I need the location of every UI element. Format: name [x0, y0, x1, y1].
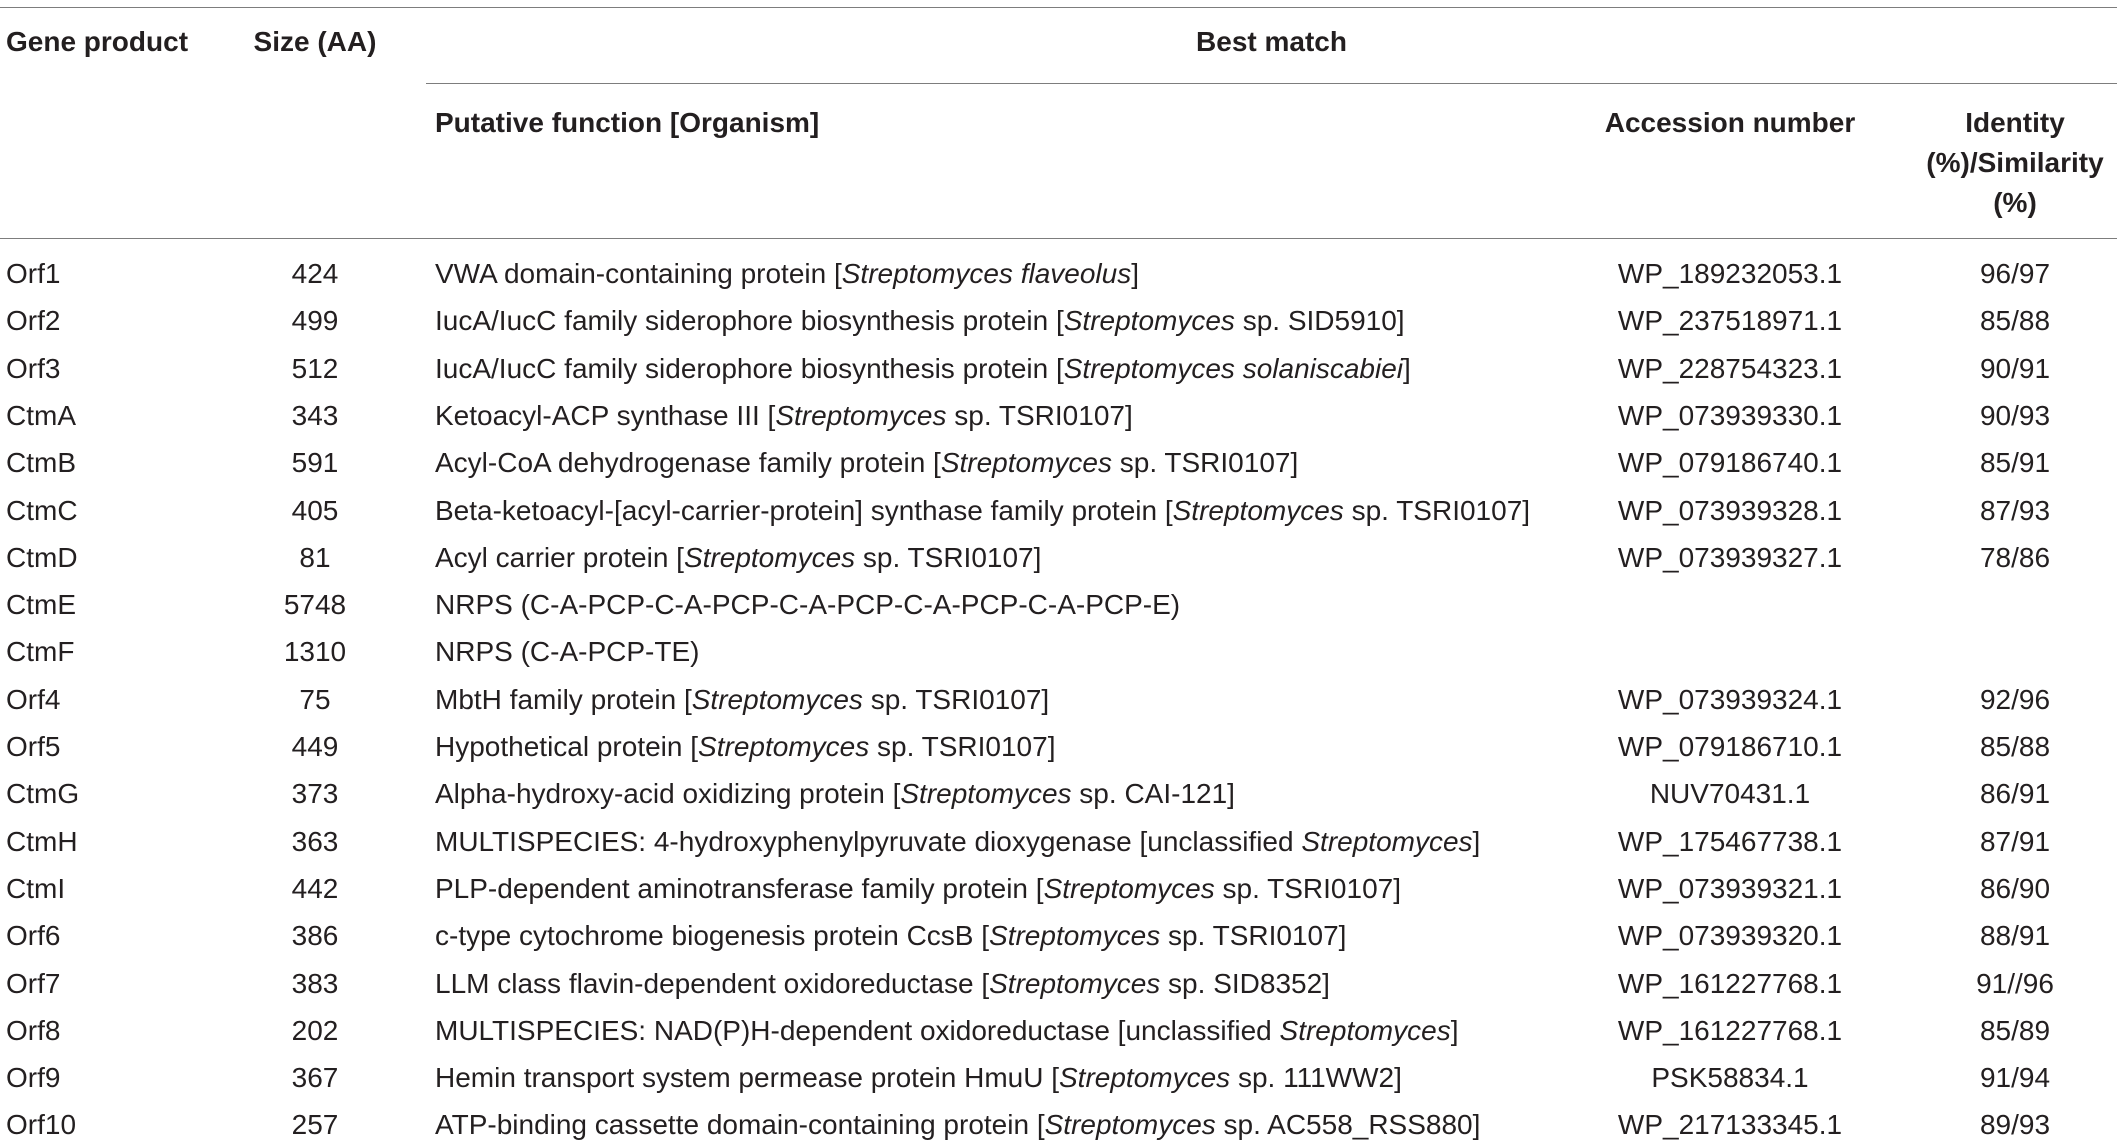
accession-cell: WP_161227768.1: [1617, 1014, 1843, 1046]
identity-cell: 86/90: [1979, 872, 2051, 904]
gene-product-cell: Orf2: [6, 305, 61, 337]
identity-cell: 89/93: [1979, 1109, 2051, 1141]
header-identity-line3: (%): [1993, 187, 2037, 218]
header-size: Size (AA): [253, 26, 377, 57]
organism-name: Streptomyces: [1043, 872, 1215, 904]
function-cell: [435, 770, 1235, 817]
gene-product-cell: Orf6: [6, 920, 61, 952]
size-cell: 5748: [283, 589, 347, 621]
function-text: sp. SID8352]: [1160, 967, 1330, 999]
size-cell: 442: [291, 872, 339, 904]
identity-cell: 85/91: [1979, 447, 2051, 479]
accession-cell: WP_217133345.1: [1617, 1109, 1843, 1141]
accession-cell: WP_073939327.1: [1617, 541, 1843, 573]
function-text: sp. SID5910]: [1234, 305, 1405, 337]
function-cell: [435, 676, 1049, 723]
identity-cell: 85/89: [1979, 1014, 2051, 1046]
accession-cell: WP_079186710.1: [1617, 731, 1843, 762]
function-text: IucA/IucC family siderophore biosynthesis protein [: [435, 305, 1064, 337]
gene-product-cell: Orf3: [6, 352, 61, 384]
size-cell: 1310: [283, 636, 347, 668]
identity-cell: 87/91: [1979, 825, 2051, 857]
identity-cell: 85/88: [1979, 305, 2051, 337]
function-text: sp. AC558_RSS880]: [1215, 1109, 1481, 1141]
identity-cell: 87/93: [1979, 494, 2051, 526]
function-text: MULTISPECIES: NAD(P)H-dependent oxidoreductase [unclassified: [435, 1014, 1280, 1046]
size-cell: 499: [291, 305, 339, 337]
gene-product-cell: CtmD: [6, 541, 78, 573]
size-cell: 75: [299, 683, 331, 715]
size-cell: 512: [291, 352, 339, 384]
function-text: MULTISPECIES: 4-hydroxyphenylpyruvate dioxygenase [unclassified: [435, 825, 1302, 857]
gene-product-cell: CtmF: [6, 636, 75, 668]
function-text: sp. TSRI0107]: [869, 731, 1056, 762]
function-text: ]: [1450, 1014, 1459, 1046]
function-text: sp. TSRI0107]: [1160, 920, 1347, 952]
accession-cell: WP_237518971.1: [1617, 305, 1843, 337]
identity-cell: 90/93: [1979, 399, 2051, 431]
function-text: IucA/IucC family siderophore biosynthesis protein [: [435, 352, 1064, 384]
organism-name: Streptomyces: [683, 541, 856, 573]
identity-cell: 90/91: [1979, 352, 2051, 384]
function-cell: [435, 581, 1180, 628]
accession-cell: WP_073939328.1: [1617, 494, 1843, 526]
gene-product-cell: Orf7: [6, 967, 61, 999]
gene-product-cell: Orf10: [6, 1109, 77, 1141]
gene-product-cell: CtmG: [6, 778, 80, 810]
gene-product-cell: Orf5: [6, 731, 61, 762]
function-cell: [435, 1007, 1458, 1054]
function-text: sp. TSRI0107]: [1214, 872, 1401, 904]
gene-product-cell: CtmA: [6, 399, 76, 431]
size-cell: 449: [291, 731, 339, 762]
function-cell: [435, 1101, 1480, 1148]
accession-cell: WP_073939321.1: [1617, 872, 1843, 904]
function-cell: [435, 865, 1401, 912]
function-cell: [435, 297, 1405, 344]
best-match-rule: [426, 83, 2117, 84]
identity-cell: 92/96: [1979, 683, 2051, 715]
organism-name: Streptomyces: [1059, 1062, 1231, 1094]
accession-cell: WP_175467738.1: [1617, 825, 1843, 857]
size-cell: 424: [291, 258, 339, 289]
organism-name: Streptomyces: [989, 967, 1161, 999]
header-identity-line1: Identity: [1965, 107, 2065, 138]
function-text: ATP-binding cassette domain-containing protein [: [435, 1109, 1045, 1141]
function-cell: [435, 912, 1346, 959]
gene-product-cell: Orf8: [6, 1014, 61, 1046]
function-cell: [435, 960, 1330, 1007]
function-text: Acyl-CoA dehydrogenase family protein [: [435, 447, 941, 479]
function-text: sp. TSRI0107]: [946, 399, 1133, 431]
header-putative-function: Putative function [Organism]: [435, 107, 820, 138]
identity-cell: 86/91: [1979, 778, 2051, 810]
accession-cell: PSK58834.1: [1651, 1062, 1809, 1094]
header-accession-number: Accession number: [1604, 107, 1856, 138]
function-text: sp. 111WW2]: [1230, 1062, 1402, 1094]
function-cell: [435, 723, 1055, 770]
function-cell: [435, 345, 1411, 392]
organism-name: Streptomyces: [1063, 305, 1235, 337]
size-cell: 405: [291, 494, 339, 526]
function-cell: [435, 1054, 1402, 1101]
function-text: NRPS (C-A-PCP-C-A-PCP-C-A-PCP-C-A-PCP-C-A-PCP-E): [435, 589, 1181, 621]
function-text: ]: [1403, 352, 1411, 384]
header-best-match: Best match: [1196, 26, 1347, 57]
gene-product-cell: CtmC: [6, 494, 78, 526]
size-cell: 383: [291, 967, 339, 999]
function-cell: [435, 628, 699, 675]
accession-cell: WP_228754323.1: [1617, 352, 1843, 384]
gene-product-cell: Orf9: [6, 1062, 61, 1094]
accession-cell: WP_161227768.1: [1617, 967, 1843, 999]
gene-product-cell: CtmE: [6, 589, 76, 621]
accession-cell: WP_073939320.1: [1617, 920, 1843, 952]
size-cell: 202: [291, 1014, 339, 1046]
organism-name: Streptomyces: [989, 920, 1161, 952]
gene-product-cell: Orf1: [6, 258, 61, 289]
identity-cell: 85/88: [1979, 731, 2051, 762]
identity-cell: 78/86: [1979, 541, 2051, 573]
header-identity-line2: (%)/Similarity: [1926, 147, 2104, 178]
gene-product-cell: CtmB: [6, 447, 76, 479]
function-text: Hemin transport system permease protein HmuU [: [435, 1062, 1059, 1094]
organism-name: Streptomyces: [691, 683, 863, 715]
accession-cell: WP_073939324.1: [1617, 683, 1843, 715]
gene-product-cell: CtmI: [6, 872, 66, 904]
identity-cell: 88/91: [1979, 920, 2051, 952]
organism-name: Streptomyces: [1301, 825, 1473, 857]
identity-cell: 91//96: [1976, 967, 2054, 999]
organism-name: Streptomyces: [698, 731, 870, 762]
function-cell: [435, 534, 1041, 581]
top-rule: [0, 7, 2117, 8]
function-cell: [435, 250, 1139, 297]
organism-name: Streptomyces: [900, 778, 1072, 810]
function-text: VWA domain-containing protein [: [435, 258, 842, 289]
function-cell: [435, 392, 1133, 439]
size-cell: 591: [291, 447, 339, 479]
identity-cell: 91/94: [1979, 1062, 2051, 1094]
size-cell: 81: [299, 541, 331, 573]
size-cell: 367: [291, 1062, 339, 1094]
size-cell: 386: [291, 920, 339, 952]
function-text: ]: [1472, 825, 1481, 857]
function-text: Ketoacyl-ACP synthase III [: [435, 399, 776, 431]
organism-name: Streptomyces solaniscabiei: [1063, 352, 1404, 384]
function-cell: [435, 439, 1298, 486]
organism-name: Streptomyces: [1279, 1014, 1451, 1046]
organism-name: Streptomyces: [940, 447, 1112, 479]
function-text: Acyl carrier protein [: [435, 541, 684, 573]
size-cell: 373: [291, 778, 339, 810]
header-gene-product: Gene product: [6, 26, 189, 57]
function-text: Hypothetical protein [: [435, 731, 699, 762]
organism-name: Streptomyces flaveolus: [841, 258, 1132, 289]
function-text: sp. TSRI0107]: [855, 541, 1042, 573]
function-cell: [435, 487, 1530, 534]
function-text: c-type cytochrome biogenesis protein CcsB [: [435, 920, 990, 952]
identity-cell: 96/97: [1979, 258, 2051, 289]
organism-name: Streptomyces: [1172, 494, 1344, 526]
size-cell: 257: [291, 1109, 339, 1141]
organism-name: Streptomyces: [775, 399, 947, 431]
function-text: MbtH family protein [: [435, 683, 692, 715]
function-text: ]: [1131, 258, 1139, 289]
header-bottom-rule: [0, 238, 2117, 239]
function-text: Beta-ketoacyl-[acyl-carrier-protein] synthase family protein [: [435, 494, 1173, 526]
function-text: NRPS (C-A-PCP-TE): [435, 636, 700, 668]
function-text: PLP-dependent aminotransferase family protein [: [435, 872, 1044, 904]
gene-product-cell: CtmH: [6, 825, 78, 857]
organism-name: Streptomyces: [1044, 1109, 1216, 1141]
function-text: sp. TSRI0107]: [1112, 447, 1299, 479]
accession-cell: WP_073939330.1: [1617, 399, 1843, 431]
gene-product-cell: Orf4: [6, 683, 61, 715]
accession-cell: NUV70431.1: [1649, 778, 1811, 810]
accession-cell: WP_189232053.1: [1617, 258, 1843, 289]
function-text: sp. TSRI0107]: [862, 683, 1050, 715]
function-text: sp. CAI-121]: [1071, 778, 1235, 810]
header-identity: [1910, 103, 2117, 223]
size-cell: 343: [291, 399, 339, 431]
function-text: sp. TSRI0107]: [1343, 494, 1531, 526]
function-text: LLM class flavin-dependent oxidoreductase [: [435, 967, 990, 999]
function-cell: [435, 818, 1480, 865]
function-text: Alpha-hydroxy-acid oxidizing protein [: [435, 778, 901, 810]
size-cell: 363: [291, 825, 339, 857]
accession-cell: WP_079186740.1: [1617, 447, 1843, 479]
